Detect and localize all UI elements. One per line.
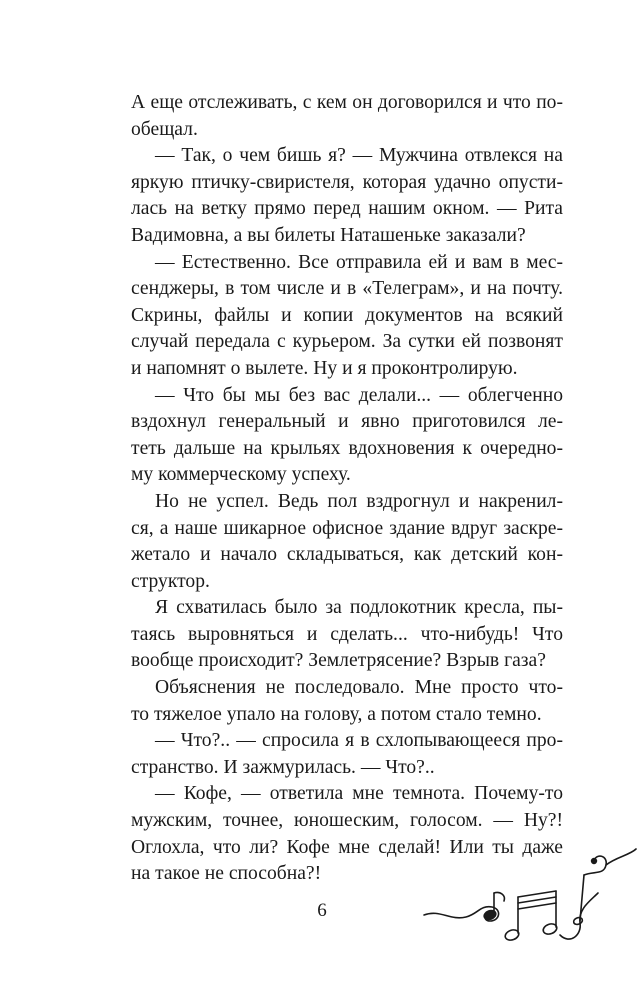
text-line: Оглохла, что ли? Кофе мне сделай! Или ты даже bbox=[131, 836, 563, 858]
text-line: обещал. bbox=[131, 118, 198, 140]
text-line: мужским, точнее, юношеским, голосом. — Ну?! bbox=[131, 810, 563, 832]
text-line: Вадимовна, а вы билеты Наташеньке заказали? bbox=[131, 224, 526, 246]
text-line: и напомнят о вылете. Ну и я проконтролирую. bbox=[131, 357, 518, 379]
music-notes-icon bbox=[420, 835, 642, 955]
text-line: Скрины, файлы и копии документов на всякий bbox=[131, 304, 563, 326]
text-line: лась на ветку прямо перед нашим окном. — Рита bbox=[131, 198, 563, 220]
text-line: Но не успел. Ведь пол вздрогнул и накренил- bbox=[155, 490, 563, 512]
text-line: яркую птичку-свиристеля, которая удачно опусти- bbox=[131, 171, 563, 193]
text-line: теть дальше на крыльях вдохновения к очередно- bbox=[131, 437, 563, 459]
page-number: 6 bbox=[317, 900, 327, 921]
text-line: — Что?.. — спросила я в схлопывающееся про- bbox=[155, 730, 563, 752]
text-line: Я схватилась было за подлокотник кресла, пы- bbox=[155, 597, 563, 619]
text-line: случай передала с курьером. За сутки ей позвонят bbox=[131, 331, 563, 353]
text-line: то тяжелое упало на голову, а потом стало темно. bbox=[131, 703, 542, 725]
text-line: структор. bbox=[131, 570, 210, 592]
text-line: — Что бы мы без вас делали... — облегченно bbox=[155, 384, 563, 406]
text-line: му коммерческому успеху. bbox=[131, 464, 351, 486]
text-line: А еще отслеживать, с кем он договорился и что по- bbox=[131, 92, 563, 113]
text-line: Объяснения не последовало. Мне просто что- bbox=[155, 677, 563, 699]
text-line: сенджеры, в том числе и в «Телеграм», и на почту. bbox=[131, 278, 563, 300]
text-line: ся, а наше шикарное офисное здание вдруг заскре- bbox=[131, 517, 563, 539]
body-text bbox=[131, 90, 563, 888]
text-line: таясь выровняться и сделать... что-нибудь! Что bbox=[131, 623, 563, 645]
text-line: странство. И зажмурилась. — Что?.. bbox=[131, 756, 435, 778]
text-line: жетало и начало складываться, как детский кон- bbox=[131, 544, 563, 566]
text-line: — Кофе, — ответила мне темнота. Почему-то bbox=[155, 783, 563, 805]
text-line: — Естественно. Все отправила ей и вам в мес- bbox=[155, 251, 563, 273]
text-line: вздохнул генеральный и явно приготовился ле- bbox=[131, 411, 563, 433]
text-line: — Так, о чем бишь я? — Мужчина отвлекся на bbox=[155, 145, 563, 167]
text-line: вообще происходит? Землетрясение? Взрыв газа? bbox=[131, 650, 546, 672]
text-line: на такое не способна?! bbox=[131, 863, 322, 885]
